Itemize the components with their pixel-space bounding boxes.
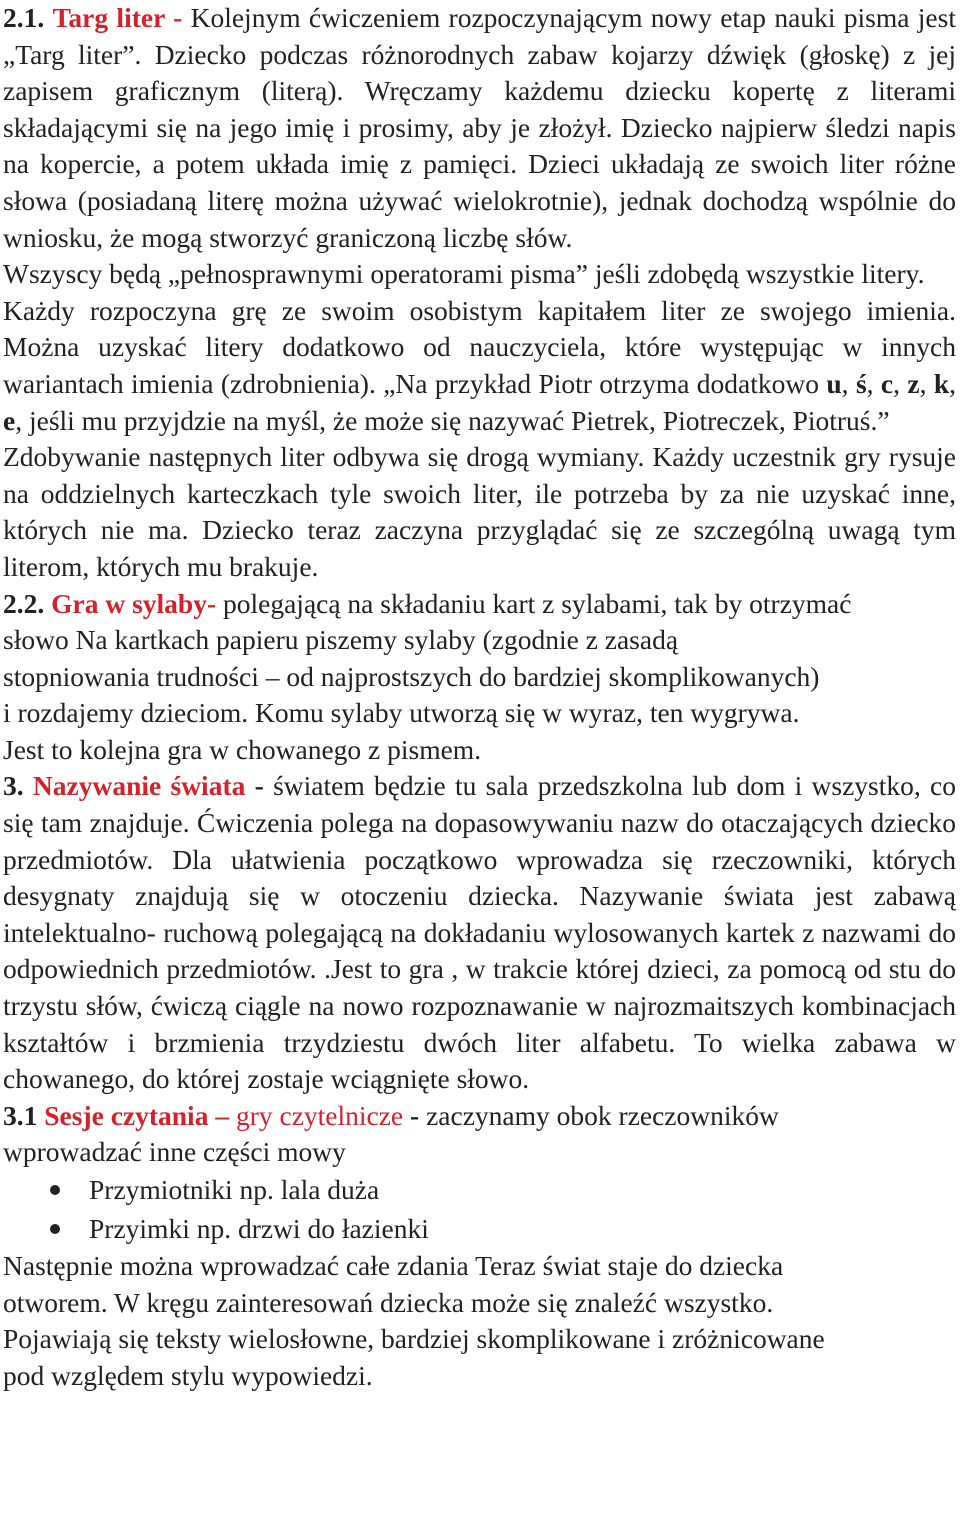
section-number: 3.1 xyxy=(3,1099,45,1131)
section-3-1-line-4: otworem. W kręgu zainteresowań dziecka może się znaleźć wszystko. xyxy=(3,1286,774,1318)
section-3-1-line-1: 3.1 Sesje czytania – gry czytelnicze - zaczynamy obok rzeczowników xyxy=(3,1099,779,1131)
letter-c: c xyxy=(880,367,894,399)
section-2-2-line-5: Jest to kolejna gra w chowanego z pismem. xyxy=(3,733,482,765)
section-3-1 xyxy=(3,1098,956,1395)
paragraph-operators: Wszyscy będą „pełnosprawnymi operatorami pisma” jeśli zdobędą wszystkie litery. xyxy=(3,258,925,290)
section-3-1-line-2: wprowadzać inne części mowy xyxy=(3,1136,346,1168)
letter-s: ś xyxy=(855,367,867,399)
list-item: Przyimki np. drzwi do łazienki xyxy=(50,1210,956,1249)
section-2-2 xyxy=(3,586,956,769)
section-title-sesje-czytania: Sesje czytania – xyxy=(44,1099,236,1131)
section-2-2-line-3: stopniowania trudności – od najprostszych do bardziej skomplikowanych) xyxy=(3,660,820,692)
section-3-1-line-3: Następnie można wprowadzać całe zdania Teraz świat staje do dziecka xyxy=(3,1250,784,1281)
bullet-list xyxy=(3,1171,956,1248)
section-number: 2.2. xyxy=(3,587,52,619)
paragraph-exchange: Zdobywanie następnych liter odbywa się drogą wymiany. Każdy uczestnik gry rysuje na oddzielnych karteczkach tyle swoich liter, ile potrzeba by za nie uzyskać inne, których nie ma. Dziecko teraz zaczyna przyglądać się ze szczególną uwagą tym literom, których mu brakuje. xyxy=(3,441,956,582)
list-item: Przymiotniki np. lala duża xyxy=(50,1171,956,1210)
section-title-nazywanie-swiata: Nazywanie świata xyxy=(32,770,246,802)
letter-z: z xyxy=(907,367,920,399)
letter-k: k xyxy=(933,367,950,399)
section-title-gra-w-sylaby: Gra w sylaby- xyxy=(51,587,223,619)
section-text: Kolejnym ćwiczeniem rozpoczynającym nowy etap nauki pisma jest „Targ liter”. Dziecko podczas różnorodnych zabaw kojarzy dźwięk (głoskę) z jej zapisem graficznym (literą). Wręczamy każdemu dziecku kopertę z literami składającymi się na jego imię i prosimy, aby je złożył. Dziecko najpierw śledzi napis na kopercie, a potem układa imię z pamięci. Dzieci układają ze swoich liter różne słowa (posiadaną literę można używać wielokrotnie), jednak dochodzą wspólnie do wniosku, że mogą stworzyć graniczoną liczbę słów. xyxy=(3,2,956,253)
section-3-1-line-6: pod względem stylu wypowiedzi. xyxy=(3,1359,373,1391)
section-3: 3. Nazywanie świata - światem będzie tu sala przedszkolna lub dom i wszystko, co się tam znajduje. Ćwiczenia polega na dopasowywaniu nazw do otaczających dziecko przedmiotów. Dla ułatwienia początkowo wprowadza się rzeczowniki, których desygnaty znajdują się w otoczeniu dziecka. Nazywanie świata jest zabawą intelektualno- ruchową polegającą na dokładaniu wylosowanych kartek z nazwami do odpowiednich przedmiotów. .Jest to gra , w trakcie której dzieci, za pomocą od stu do trzystu słów, ćwiczą ciągle na nowo rozpoznawanie w najrozmaitszych kombinacjach kształtów i brzmienia trzydziestu dwóch liter alfabetu. To wielka zabawa w chowanego, do której zostaje wciągnięte słowo. xyxy=(3,770,956,1095)
section-2-2-line-1: 2.2. Gra w sylaby- polegającą na składaniu kart z sylabami, tak by otrzymać xyxy=(3,587,852,619)
section-2-2-line-4: i rozdajemy dzieciom. Komu sylaby utworzą się w wyraz, ten wygrywa. xyxy=(3,697,800,729)
section-2-2-line-2: słowo Na kartkach papieru piszemy sylaby (zgodnie z zasadą xyxy=(3,624,679,656)
section-2-1-intro xyxy=(3,0,956,256)
section-title-targ-liter: Targ liter - xyxy=(52,2,191,33)
letter-e: e xyxy=(3,404,16,436)
section-subtitle-gry-czytelnicze: gry czytelnicze xyxy=(235,1099,404,1131)
section-3-1-line-5: Pojawiają się teksty wielosłowne, bardziej skomplikowane i zróżnicowane xyxy=(3,1323,825,1355)
section-number: 2.1. xyxy=(3,2,45,33)
letter-u: u xyxy=(826,367,842,399)
section-number: 3. xyxy=(3,770,33,802)
paragraph-capital: Każdy rozpoczyna grę ze swoim osobistym kapitałem liter ze swojego imienia. Można uzyskać litery dodatkowo od nauczyciela, które występując w innych wariantach imienia (zdrobnienia). „Na przykład Piotr otrzyma dodatkowo u, ś, c, z, k, e, jeśli mu przyjdzie na myśl, że może się nazywać Pietrek, Piotreczek, Piotruś.” xyxy=(3,294,957,436)
